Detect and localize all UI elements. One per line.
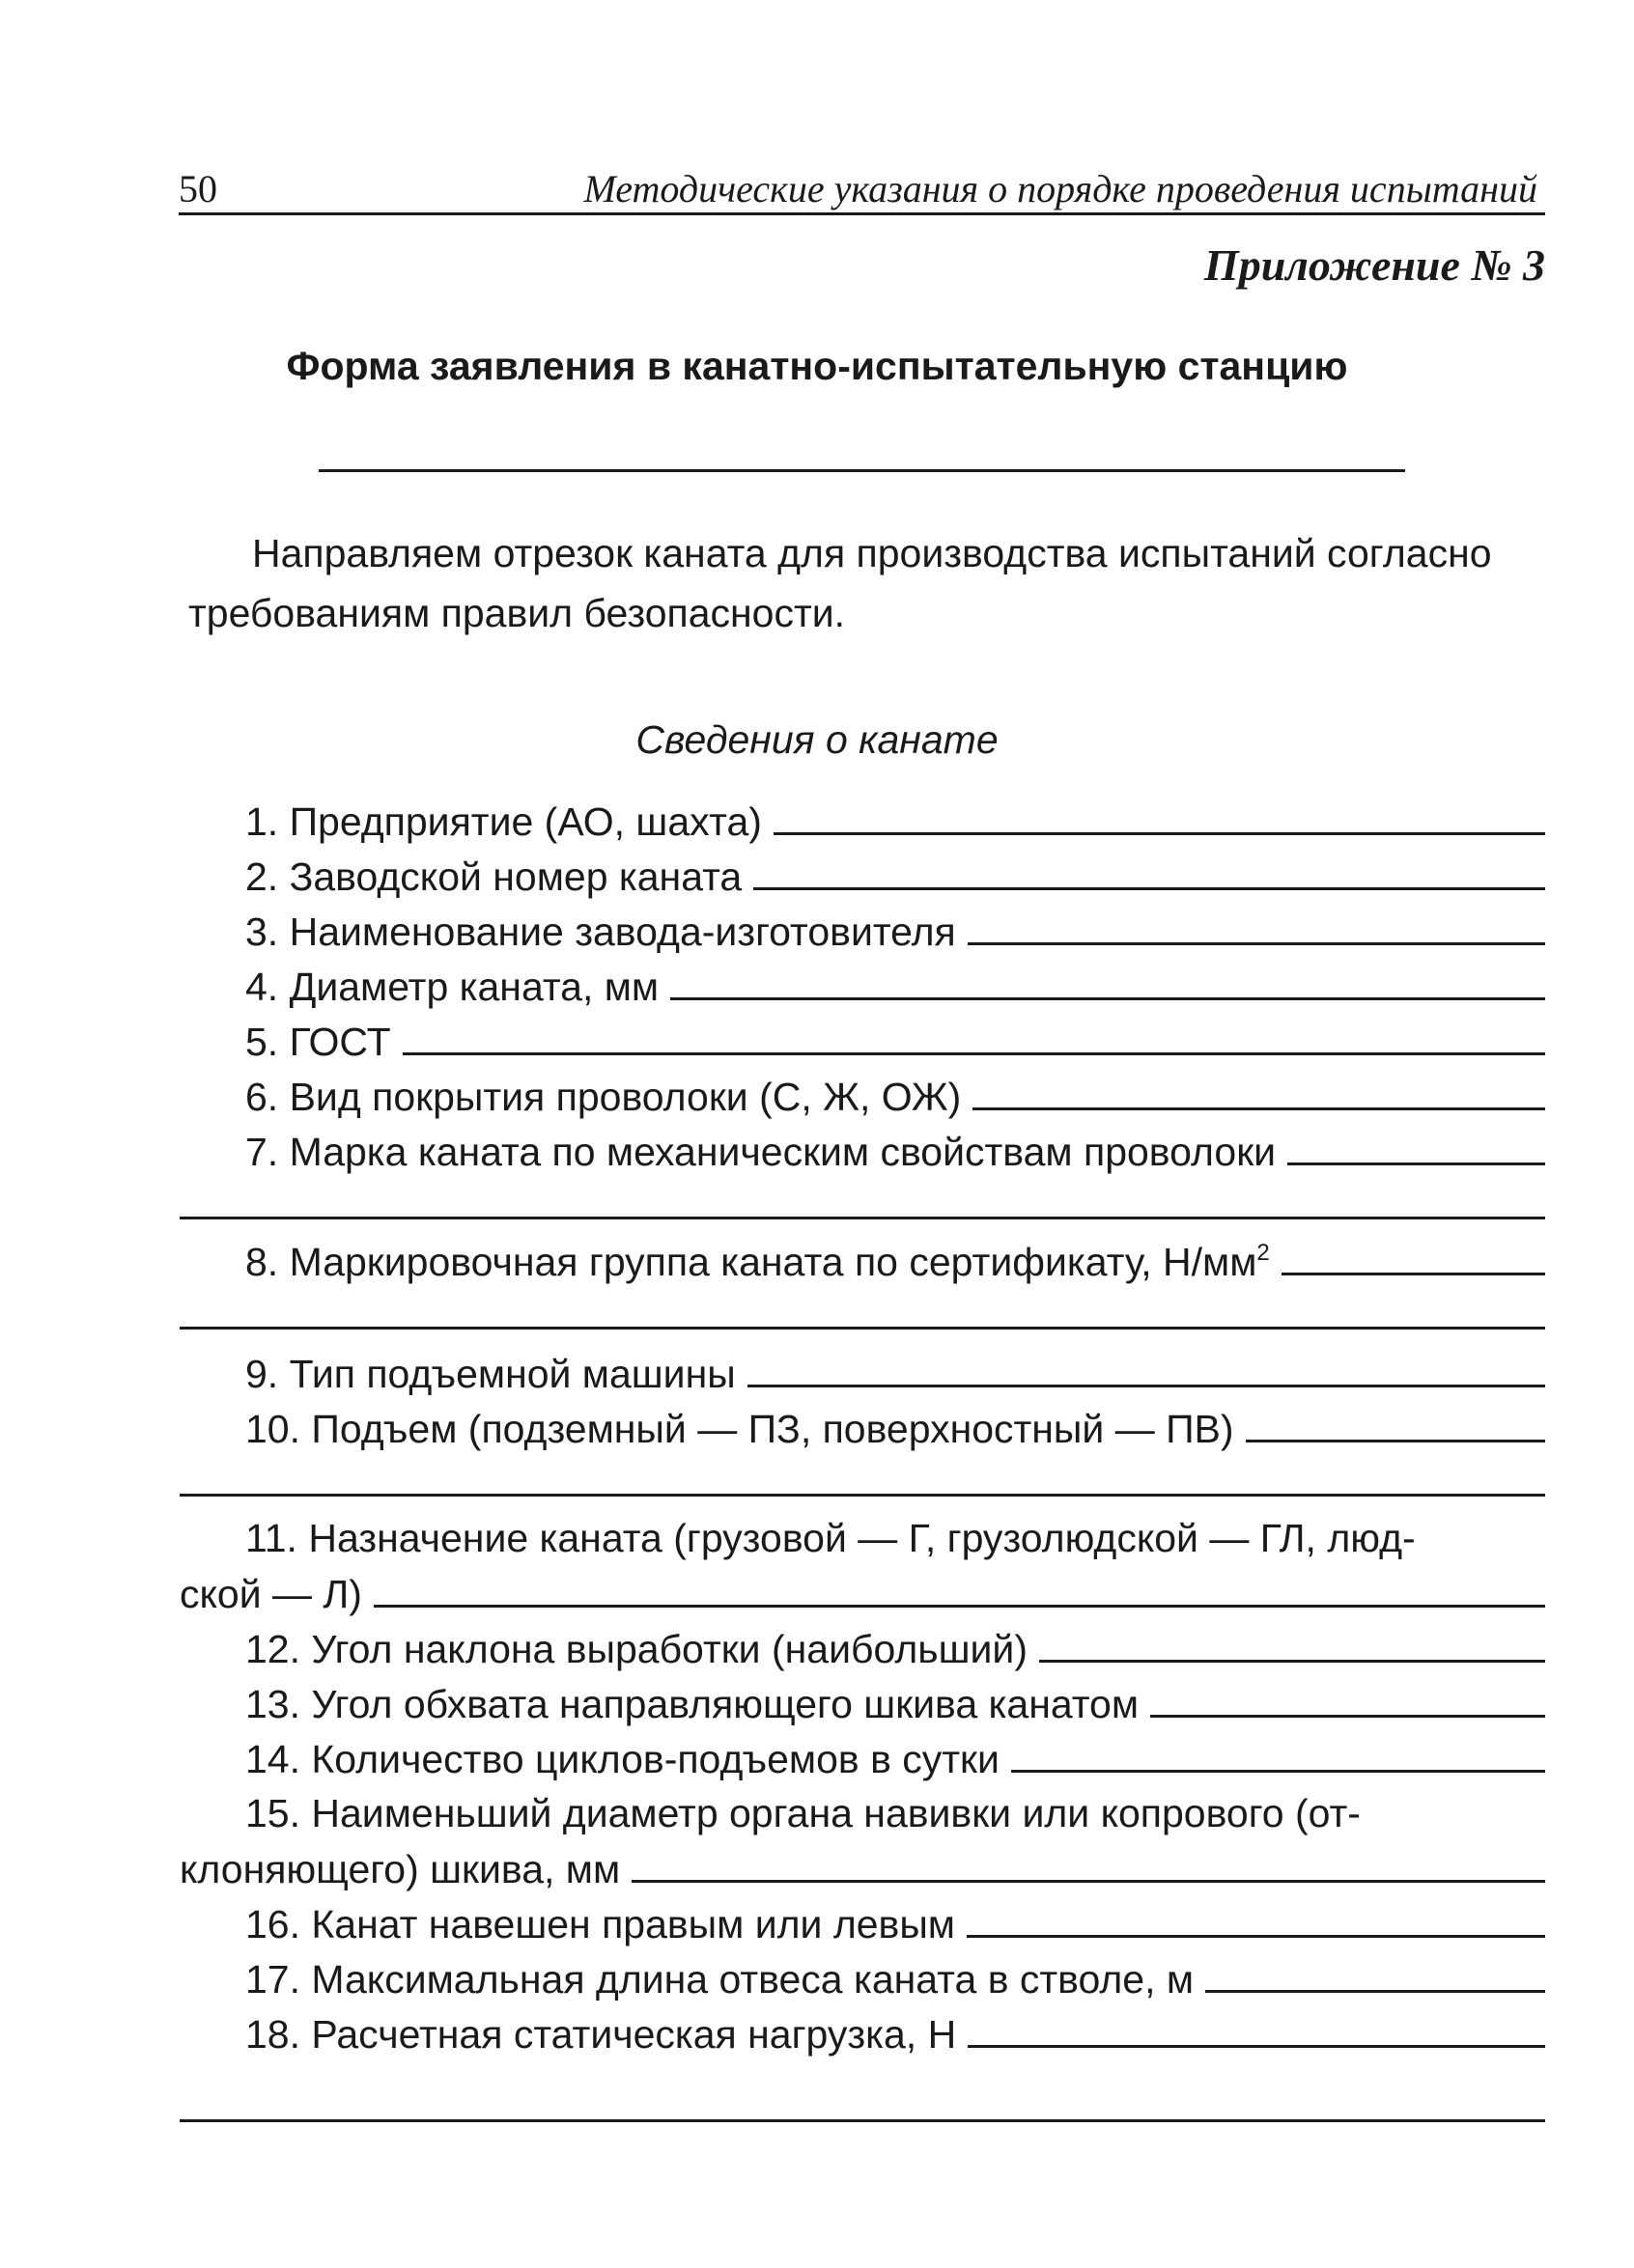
field-row-15: [180, 1839, 1545, 1894]
field-label: 4. Диаметр каната, мм: [245, 965, 660, 1009]
field-blank[interactable]: [968, 941, 1545, 945]
field-label: 5. ГОСТ: [245, 1020, 391, 1064]
field-blank[interactable]: [774, 831, 1545, 835]
section-title: Сведения о канате: [635, 717, 999, 762]
page-number: 50: [179, 167, 217, 210]
field-label: 10. Подъем (подземный — ПЗ, поверхностный — ПВ): [245, 1407, 1234, 1451]
field-15-label-line-1: 15. Наименьший диаметр органа навивки или копрового (от-: [245, 1791, 1361, 1835]
field-10-continuation-line[interactable]: [180, 1494, 1545, 1497]
field-blank[interactable]: [968, 2044, 1545, 2048]
field-11-label-line-1: 11. Назначение каната (грузовой — Г, грузолюдской — ГЛ, люд-: [245, 1516, 1416, 1560]
field-label: 7. Марка каната по механическим свойствам проволоки: [245, 1130, 1277, 1174]
field-label: 9. Тип подъемной машины: [245, 1352, 736, 1396]
field-blank[interactable]: [1287, 1162, 1545, 1165]
superscript-2: 2: [1256, 1240, 1270, 1266]
field-blank[interactable]: [747, 1384, 1545, 1387]
field-label: 13. Угол обхвата направляющего шкива канатом: [245, 1682, 1140, 1726]
field-blank[interactable]: [374, 1604, 1545, 1608]
field-blank[interactable]: [967, 1934, 1545, 1938]
field-row-7: [180, 1122, 1545, 1177]
appendix-label: Приложение № 3: [1203, 240, 1545, 290]
field-blank[interactable]: [1039, 1659, 1545, 1663]
field-blank[interactable]: [632, 1879, 1545, 1883]
field-row-16: [180, 1894, 1545, 1949]
field-label: 6. Вид покрытия проволоки (С, Ж, ОЖ): [245, 1075, 962, 1119]
field-label: 3. Наименование завода-изготовителя: [245, 910, 956, 954]
field-label: 8. Маркировочная группа каната по сертификату, $Н/мм^2$: [245, 1240, 1270, 1284]
field-row-13: [180, 1674, 1545, 1729]
field-blank[interactable]: [670, 996, 1545, 1000]
field-row-18: [180, 2004, 1545, 2059]
bottom-blank-line[interactable]: [180, 2119, 1545, 2122]
field-row-8: [180, 1232, 1545, 1287]
form-title: Форма заявления в канатно-испытательную станцию: [286, 344, 1348, 388]
field-blank[interactable]: [403, 1051, 1545, 1055]
field-row-11: [180, 1564, 1545, 1619]
field-blank[interactable]: [1205, 1989, 1545, 1993]
field-label: 17. Максимальная длина отвеса каната в стволе, м: [245, 1957, 1195, 2002]
field-label: 2. Заводской номер каната: [245, 854, 743, 899]
running-header: [179, 164, 1545, 215]
field-label: ской — Л): [180, 1572, 362, 1616]
field-row-10: [180, 1399, 1545, 1454]
intro-paragraph: Направляем отрезок каната для производства испытаний согласно требованиям правил безопасности.: [188, 531, 1492, 635]
field-row-5: [180, 1012, 1545, 1067]
field-blank[interactable]: [1150, 1714, 1545, 1718]
field-blank[interactable]: [1246, 1439, 1545, 1442]
field-row-4: [180, 957, 1545, 1012]
field-label: 12. Угол наклона выработки (наибольший): [245, 1627, 1028, 1671]
field-blank[interactable]: [753, 886, 1545, 890]
field-label: 18. Расчетная статическая нагрузка, Н: [245, 2012, 957, 2057]
field-row-1: [180, 792, 1545, 847]
field-label: клоняющего) шкива, мм: [180, 1847, 621, 1891]
field-8-continuation-line[interactable]: [180, 1327, 1545, 1330]
field-label: 14. Количество циклов-подъемов в сутки: [245, 1737, 1000, 1781]
field-blank[interactable]: [1282, 1272, 1545, 1275]
field-row-17: [180, 1949, 1545, 2004]
field-row-2: [180, 847, 1545, 902]
field-blank[interactable]: [1011, 1769, 1545, 1773]
field-label: 16. Канат навешен правым или левым: [245, 1902, 955, 1946]
field-7-continuation-line[interactable]: [180, 1217, 1545, 1219]
running-header-title: Методические указания о порядке проведения испытаний: [583, 167, 1537, 210]
field-blank[interactable]: [972, 1106, 1545, 1110]
field-row-6: [180, 1067, 1545, 1122]
field-row-14: [180, 1729, 1545, 1784]
title-blank-line[interactable]: [319, 469, 1405, 472]
field-row-12: [180, 1619, 1545, 1674]
field-row-3: [180, 902, 1545, 957]
field-row-9: [180, 1344, 1545, 1399]
field-label: 1. Предприятие (АО, шахта): [245, 799, 762, 844]
